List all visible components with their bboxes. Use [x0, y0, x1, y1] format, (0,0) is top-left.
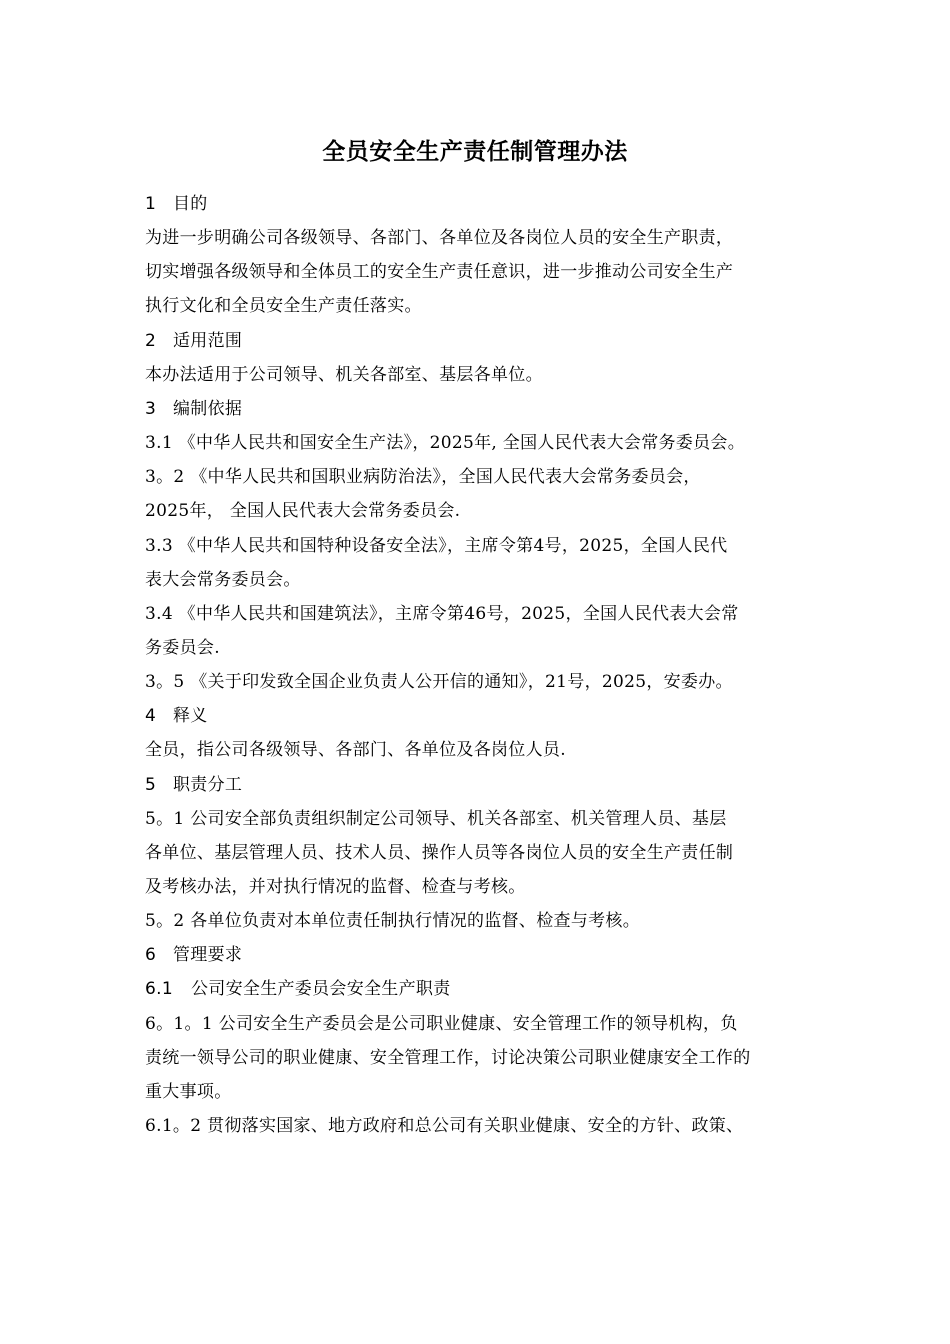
body-text-line: 3。5 《关于印发致全国企业负责人公开信的通知》，21号，2025，安委办。: [145, 672, 733, 693]
section-number: 3: [145, 398, 157, 419]
body-text-line: 6。1。1 公司安全生产委员会是公司职业健康、安全管理工作的领导机构，负: [145, 1013, 738, 1034]
body-text-line: 务委员会.: [145, 637, 220, 658]
body-text-line: 2025年， 全国人民代表大会常务委员会.: [145, 501, 461, 522]
section-heading-text: 管理要求: [173, 945, 243, 966]
body-text-line: 3.4 《中华人民共和国建筑法》，主席令第46号，2025，全国人民代表大会常: [145, 603, 739, 624]
body-text-line: 各单位、基层管理人员、技术人员、操作人员等各岗位人员的安全生产责任制: [145, 842, 734, 863]
section-heading-text: 适用范围: [173, 330, 243, 351]
section-number: 1: [145, 194, 157, 214]
body-text-line: 表大会常务委员会。: [145, 569, 301, 590]
body-text-line: 为进一步明确公司各级领导、各部门、各单位及各岗位人员的安全生产职责，: [145, 228, 734, 249]
body-text-line: 执行文化和全员安全生产责任落实。: [145, 296, 422, 317]
body-text-line: 3.3 《中华人民共和国特种设备安全法》，主席令第4号，2025，全国人民代: [145, 535, 728, 556]
section-number: 5: [145, 774, 157, 795]
body-text-line: 责统一领导公司的职业健康、安全管理工作，讨论决策公司职业健康安全工作的: [145, 1047, 751, 1068]
body-text-line: 重大事项。: [145, 1081, 232, 1102]
body-text-line: 3。2 《中华人民共和国职业病防治法》，全国人民代表大会常务委员会，: [145, 467, 701, 488]
section-heading-text: 目的: [173, 194, 208, 214]
body-text-line: 3.1 《中华人民共和国安全生产法》，2025年, 全国人民代表大会常务委员会。: [145, 433, 746, 454]
section-heading-text: 公司安全生产委员会安全生产职责: [191, 979, 451, 1000]
section-heading-text: 职责分工: [173, 774, 243, 795]
body-text-line: 6.1。2 贯彻落实国家、地方政府和总公司有关职业健康、安全的方针、政策、: [145, 1116, 744, 1137]
section-heading: [145, 977, 451, 1001]
section-heading: [145, 773, 242, 797]
body-text-line: 全员，指公司各级领导、各部门、各单位及各岗位人员.: [145, 740, 566, 761]
document-title: 全员安全生产责任制管理办法: [322, 139, 628, 165]
body-text-line: 本办法适用于公司领导、机关各部室、基层各单位。: [145, 364, 543, 385]
section-heading: [145, 704, 208, 728]
section-number: 4: [145, 706, 157, 727]
section-heading: [145, 943, 242, 967]
section-heading: [145, 329, 242, 353]
section-heading: [145, 397, 242, 421]
body-text-line: 切实增强各级领导和全体员工的安全生产责任意识，进一步推动公司安全生产: [145, 262, 734, 283]
body-text-line: 5。2 各单位负责对本单位责任制执行情况的监督、检查与考核。: [145, 911, 641, 932]
section-number: 6: [145, 945, 157, 966]
section-heading-text: 释义: [173, 706, 208, 727]
section-number: 6.1: [145, 979, 173, 1000]
section-heading-text: 编制依据: [173, 398, 243, 419]
body-text-line: 及考核办法，并对执行情况的监督、检查与考核。: [145, 877, 526, 897]
body-text-line: 5。1 公司安全部负责组织制定公司领导、机关各部室、机关管理人员、基层: [145, 808, 727, 829]
section-heading: [145, 192, 208, 216]
section-number: 2: [145, 330, 157, 351]
